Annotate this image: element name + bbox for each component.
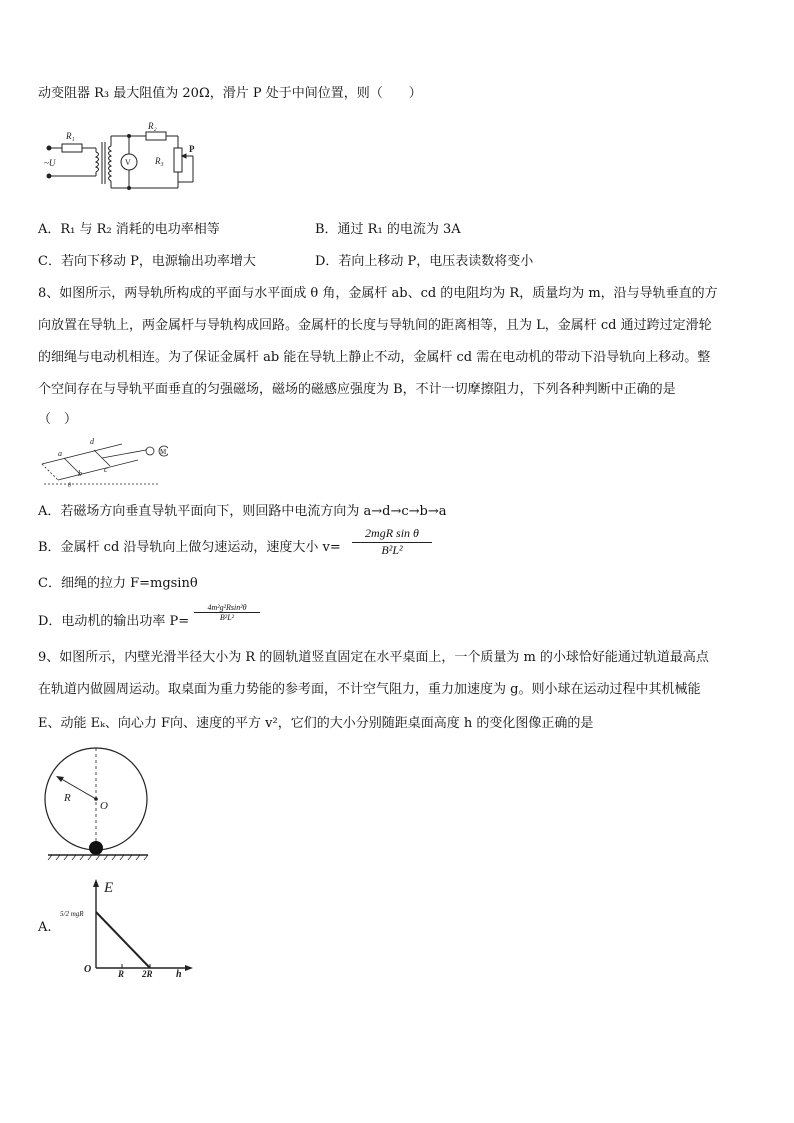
label-b: b (78, 469, 82, 478)
q8-option-d (38, 610, 189, 629)
q8-line-5: （ ） (38, 412, 78, 427)
q8-option-d-denominator: B²L² (219, 613, 235, 622)
q8-option-b-numerator: 2mgR sin θ (352, 526, 432, 543)
q8-option-b-fraction (352, 526, 432, 558)
label-theta: θ (68, 483, 71, 488)
label-c: c (104, 465, 108, 474)
q8-option-d-text: D．电动机的输出功率 P= (38, 614, 190, 629)
voltmeter-label: V (125, 158, 131, 167)
circular-track-diagram (44, 745, 174, 861)
label-r: R (64, 792, 71, 804)
r1-label: R₁ (66, 131, 75, 141)
q8-option-a: A．若磁场方向垂直导轨平面向下，则回路中电流方向为 a→d→c→b→a (38, 504, 447, 519)
r3-label: R₃ (155, 156, 164, 166)
q9-line-1: 9、如图所示，内壁光滑半径大小为 R 的圆轨道竖直固定在水平桌面上，一个质量为 m 的小球恰好能通过轨道最高点 (38, 650, 709, 665)
r2-label: R₂ (148, 121, 157, 131)
incline-rails-diagram (38, 432, 168, 488)
label-o: O (100, 800, 108, 812)
q8-line-1: 8、如图所示，两导轨所构成的平面与水平面成 θ 角，金属杆 ab、cd 的电阻均为 R，质量均为 m，沿与导轨垂直的方 (38, 286, 718, 301)
r2-resistor (146, 132, 166, 140)
r3-rheostat (174, 148, 182, 172)
q7-option-d: D．若向上移动 P，电压表读数将变小 (315, 254, 534, 269)
q8-option-b-text: B．金属杆 cd 沿导轨向上做匀速运动，速度大小 v= (38, 540, 341, 555)
q8-option-d-numerator: 4m²g²Rsin²θ (194, 603, 260, 613)
graph-x-tick-2r: 2R (142, 969, 153, 979)
q8-line-3: 的细绳与电动机相连。为了保证金属杆 ab 能在导轨上静止不动，金属杆 cd 需在电动机的带动下沿导轨向上移动。整 (38, 350, 711, 365)
graph-origin-label: O (84, 964, 92, 975)
u-label: ~U (44, 158, 56, 168)
graph-x-tick-r: R (118, 969, 125, 979)
q8-line-2: 向放置在导轨上，两金属杆与导轨构成回路。金属杆的长度与导轨间的距离相等，且为 L，金属杆 cd 通过跨过定滑轮 (38, 318, 712, 333)
q8-option-c: C．细绳的拉力 F=mgsinθ (38, 576, 198, 591)
graph-line (96, 912, 150, 968)
p-label: P (189, 144, 195, 154)
q8-line-4: 个空间存在与导轨平面垂直的匀强磁场，磁场的磁感应强度为 B，不计一切摩擦阻力，下列各种判断中正确的是 (38, 382, 676, 397)
q9-line-2: 在轨道内做圆周运动。取桌面为重力势能的参考面，不计空气阻力，重力加速度为 g。则小球在运动过程中其机械能 (38, 682, 701, 697)
r1-resistor (62, 144, 82, 152)
energy-height-graph (58, 876, 198, 980)
graph-y-label: E (104, 880, 114, 896)
label-d: d (90, 437, 94, 446)
transformer-circuit-diagram (38, 118, 218, 198)
q7-option-a: A．R₁ 与 R₂ 消耗的电功率相等 (38, 222, 220, 237)
graph-x-label: h (176, 969, 182, 980)
q7-intro: 动变阻器 R₃ 最大阻值为 20Ω，滑片 P 处于中间位置，则（ ） (38, 86, 422, 101)
label-a: a (58, 449, 62, 458)
q7-option-c: C．若向下移动 P，电源输出功率增大 (38, 254, 256, 269)
ball (89, 841, 103, 855)
q9-option-a-label: A. (38, 920, 52, 935)
pulley (146, 447, 154, 455)
label-m: M (160, 448, 167, 456)
q8-option-b-denominator: B²L² (381, 543, 403, 557)
q8-option-b (38, 536, 341, 555)
q8-option-d-fraction (194, 603, 260, 622)
q9-line-3: E、动能 Eₖ、向心力 F向、速度的平方 v²，它们的大小分别随距桌面高度 h 的变化图像正确的是 (38, 716, 594, 731)
q7-option-b: B．通过 R₁ 的电流为 3A (315, 222, 461, 237)
graph-y-tick: 5/2 mgR (60, 910, 84, 918)
